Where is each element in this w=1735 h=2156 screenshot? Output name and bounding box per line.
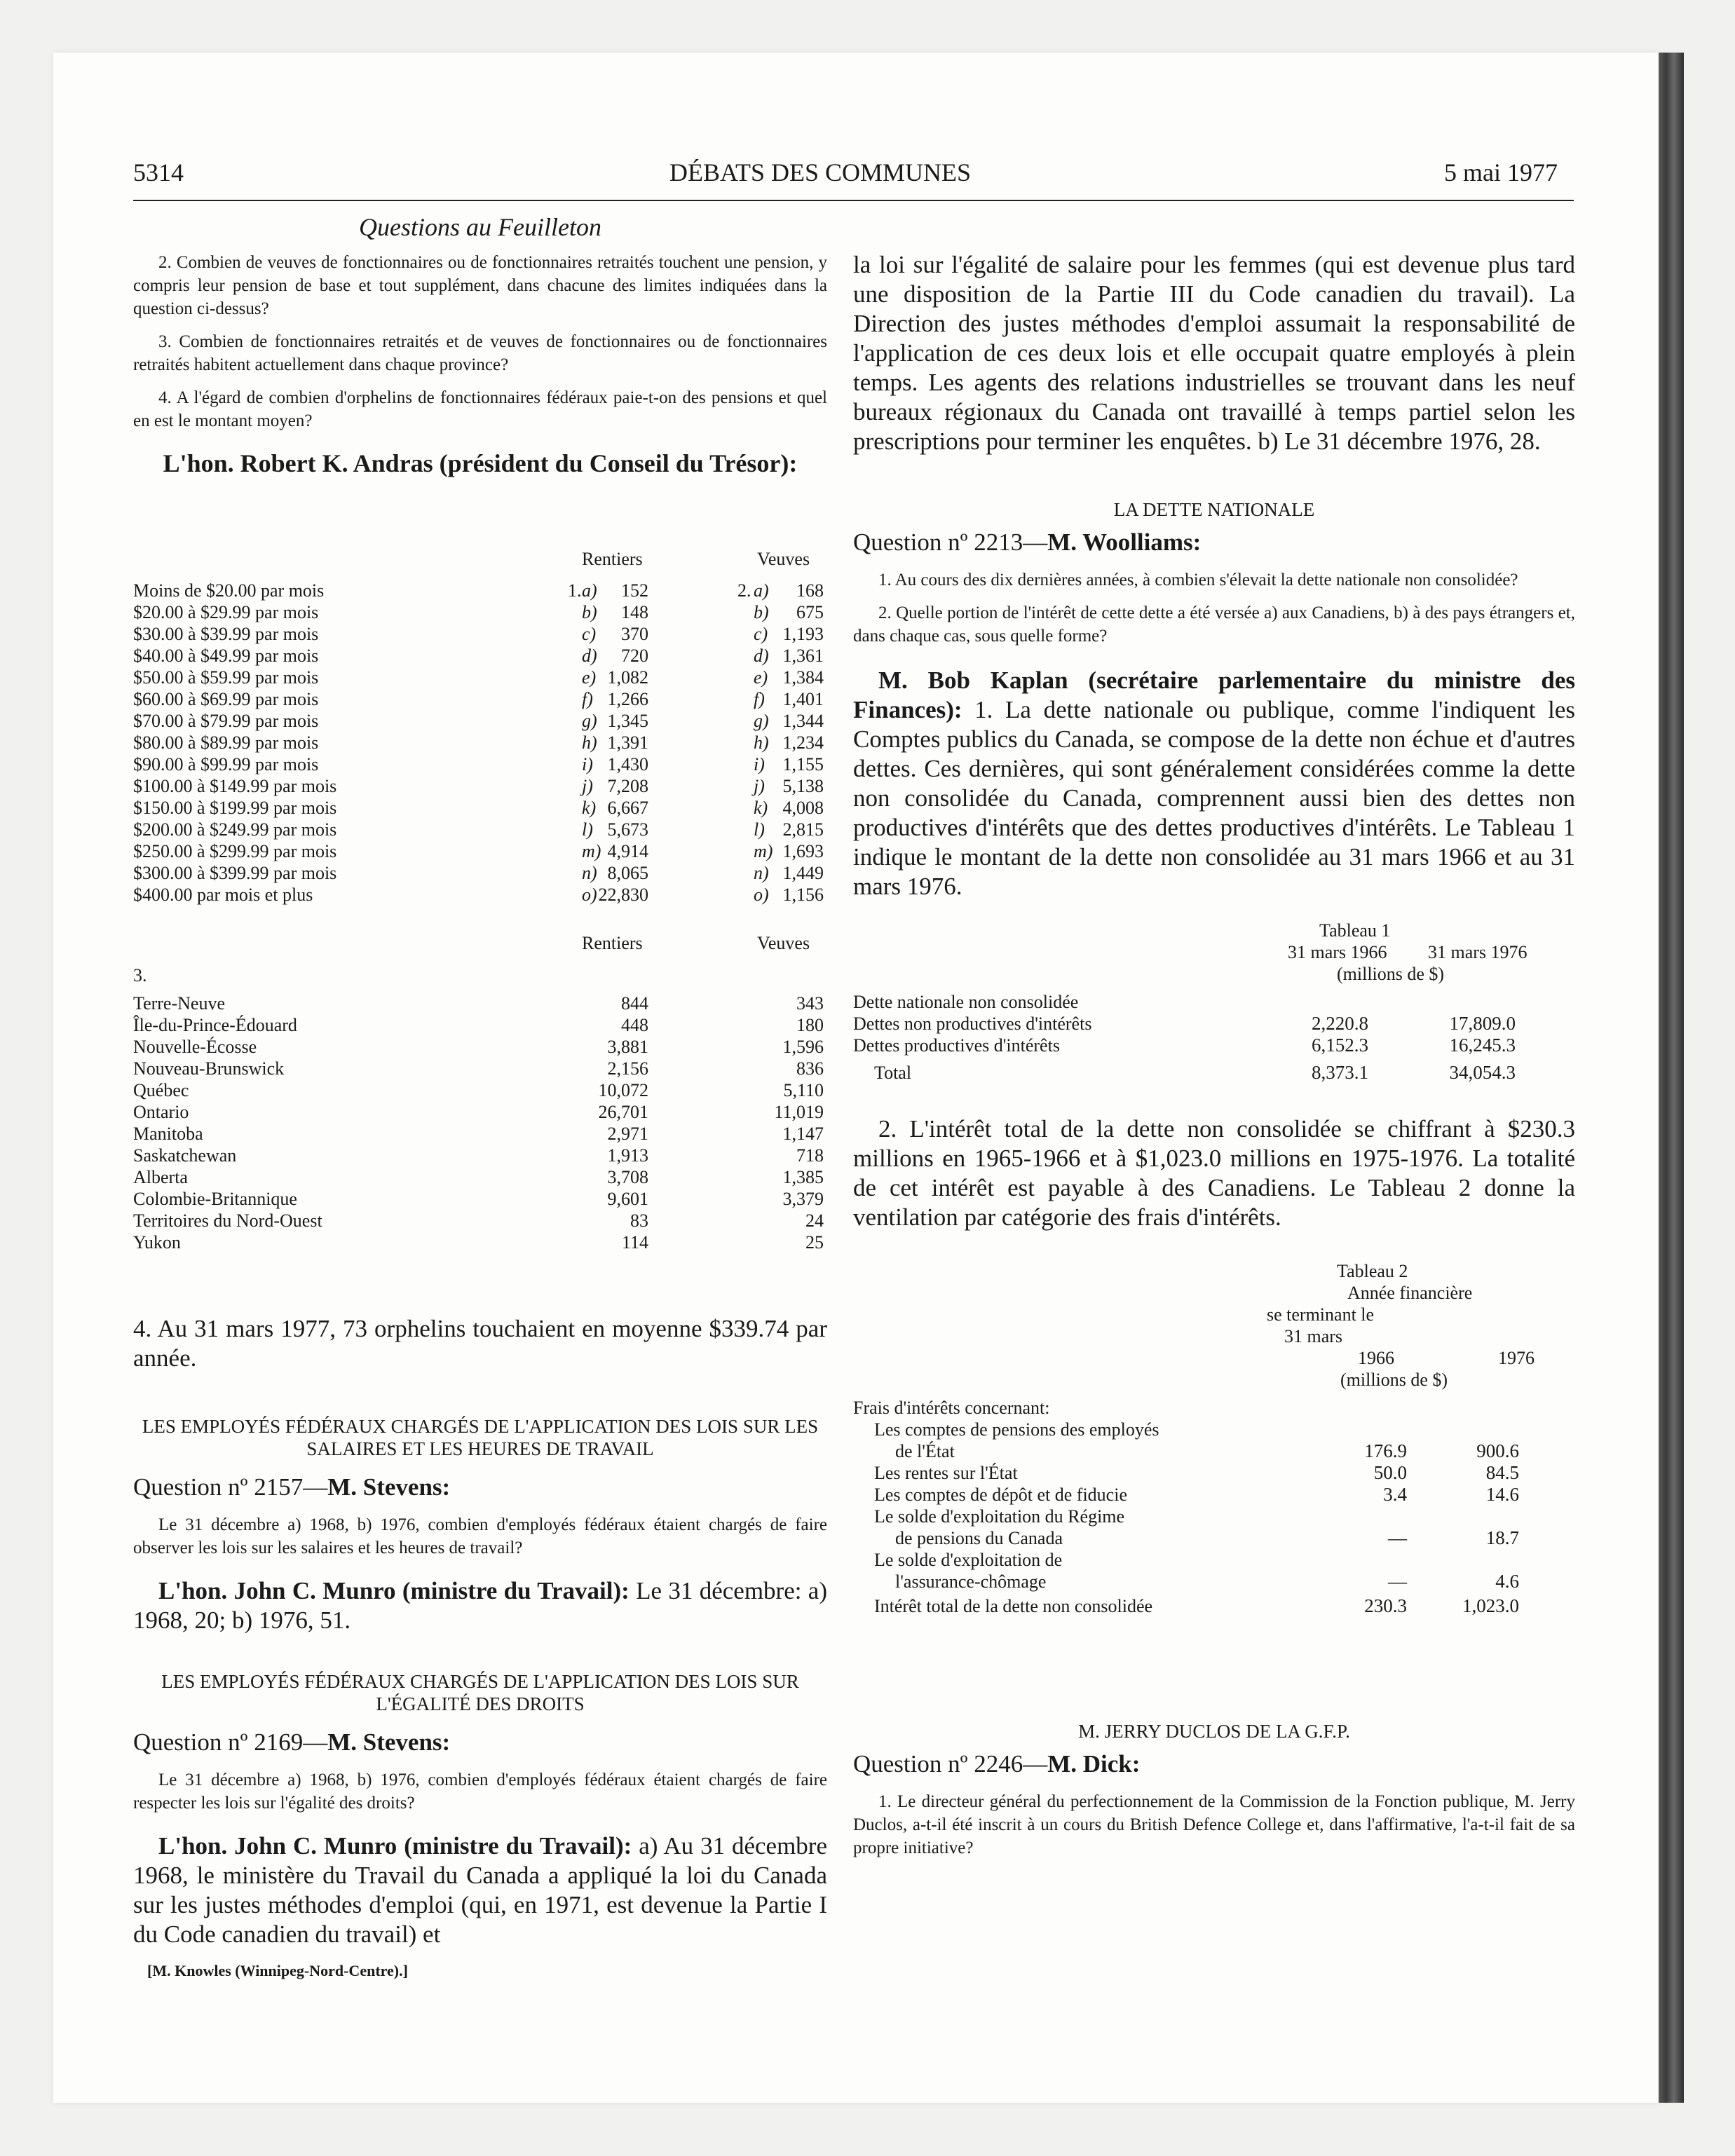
value-1966: 2,220.8 bbox=[1312, 1013, 1368, 1034]
table1-row bbox=[133, 688, 834, 710]
section-title: Questions au Feuilleton bbox=[359, 213, 601, 241]
tableau1-col-1966: 31 mars 1966 bbox=[1288, 942, 1387, 962]
continuation-text: la loi sur l'égalité de salaire pour les femmes (qui est devenue plus tard une disposition de la Partie III du Code canadien du travail). La Direction des justes méthodes d'emploi assumait la responsabilité de l'application de ces deux lois et elle occupait quatre employés à plein temps. Les agents des relations industrielles se trouvant dans les neuf bureaux régionaux du Canada ont travaillé à temps partiel selon les prescriptions pour terminer les enquêtes. b) Le 31 décembre 1976, 28. bbox=[853, 251, 1575, 455]
rentiers-value: 8,065 bbox=[607, 863, 648, 883]
veuves-value: 4,008 bbox=[782, 798, 824, 818]
rentiers-value: 1,082 bbox=[607, 667, 648, 688]
bracket-label: $70.00 à $79.99 par mois bbox=[133, 711, 319, 731]
value-1966: 3.4 bbox=[1383, 1484, 1407, 1505]
rentiers-letter: a) bbox=[582, 580, 597, 601]
tableau2-heading: Frais d'intérêts concernant: bbox=[853, 1398, 1050, 1418]
veuves-letter: b) bbox=[754, 602, 769, 622]
header-rule bbox=[133, 200, 1574, 201]
veuves-letter: i) bbox=[754, 754, 765, 775]
province-name: Manitoba bbox=[133, 1124, 203, 1144]
table1-col-rentiers: Rentiers bbox=[582, 549, 643, 569]
rentiers-value: 1,430 bbox=[607, 754, 648, 775]
question-2: 2. Combien de veuves de fonctionnaires ou de fonctionnaires retraités touchent une pension, y compris leur pension de base et tout supplément, dans chacune des limites indiquées dans la question ci-dessus? bbox=[133, 253, 827, 318]
rentiers-letter: i) bbox=[582, 754, 593, 775]
table1-row bbox=[133, 797, 834, 819]
veuves-letter: g) bbox=[754, 711, 769, 731]
interest-label: Le solde d'exploitation du Régime bbox=[874, 1506, 1125, 1527]
province-row bbox=[133, 1079, 834, 1101]
question-2157 bbox=[133, 1473, 827, 1502]
province-name: Alberta bbox=[133, 1167, 188, 1187]
answer-2157 bbox=[133, 1576, 827, 1635]
value-1966: 176.9 bbox=[1364, 1440, 1407, 1461]
veuves-value: 1,693 bbox=[782, 841, 824, 861]
tableau1-title: Tableau 1 bbox=[1319, 920, 1391, 941]
table1-row bbox=[133, 819, 834, 840]
veuves-value: 1,361 bbox=[782, 646, 824, 666]
rentiers-value: 6,667 bbox=[607, 798, 648, 818]
province-row bbox=[133, 1101, 834, 1123]
value-1976: 16,245.3 bbox=[1449, 1035, 1516, 1056]
veuves-value: 180 bbox=[796, 1015, 824, 1035]
interest-label: Les comptes de pensions des employés bbox=[874, 1419, 1159, 1440]
question-member: M. Stevens: bbox=[327, 1728, 451, 1756]
rentiers-value: 22,830 bbox=[598, 885, 648, 905]
table1-row bbox=[133, 601, 834, 623]
table1-row bbox=[133, 623, 834, 645]
tableau1-row bbox=[853, 1035, 1575, 1056]
veuves-value: 1,449 bbox=[782, 863, 824, 883]
andras-heading: L'hon. Robert K. Andras (président du Conseil du Trésor): bbox=[163, 449, 798, 477]
provinces-table bbox=[133, 932, 834, 1253]
table1-row bbox=[133, 710, 834, 732]
rentiers-value: 10,072 bbox=[598, 1080, 648, 1100]
dette-section-title: LA DETTE NATIONALE bbox=[1113, 499, 1315, 520]
question-2213-q2: 2. Quelle portion de l'intérêt de cette dette a été versée a) aux Canadiens, b) à des pays étrangers et, dans chaque cas, sous quelle forme? bbox=[853, 603, 1575, 646]
rentiers-part-number: 1. bbox=[568, 580, 582, 601]
bracket-label: $400.00 par mois et plus bbox=[133, 885, 313, 905]
veuves-value: 11,019 bbox=[774, 1102, 824, 1122]
veuves-letter: k) bbox=[754, 798, 768, 818]
bracket-label: $20.00 à $29.99 par mois bbox=[133, 602, 319, 622]
question-2213 bbox=[853, 528, 1575, 557]
province-row bbox=[133, 1210, 834, 1231]
veuves-value: 1,155 bbox=[782, 754, 824, 775]
interest-label: Le solde d'exploitation de bbox=[874, 1550, 1063, 1570]
veuves-letter: o) bbox=[754, 885, 769, 905]
province-row bbox=[133, 1036, 834, 1058]
rentiers-letter: o) bbox=[582, 885, 597, 905]
veuves-letter: a) bbox=[754, 580, 769, 601]
scan-edge bbox=[1659, 53, 1684, 2103]
tableau2-total-1976: 1,023.0 bbox=[1462, 1595, 1519, 1616]
tableau-1 bbox=[853, 920, 1575, 1095]
answer-2213-part2: 2. L'intérêt total de la dette non consolidée se chiffrant à $230.3 millions en 1965-1966 et à $1,023.0 millions en 1975-1976. La totalité de cet intérêt est payable à des Canadiens. Le Tableau 2 donne la ventilation par catégorie des frais d'intérêts. bbox=[853, 1115, 1575, 1231]
table2-col-veuves: Veuves bbox=[757, 933, 810, 953]
interest-label: Les comptes de dépôt et de fiducie bbox=[874, 1485, 1127, 1505]
province-name: Ontario bbox=[133, 1102, 189, 1122]
province-row bbox=[133, 1166, 834, 1188]
page-number: 5314 bbox=[133, 158, 184, 186]
tableau2-col-1966: 1966 bbox=[1358, 1348, 1394, 1368]
rentiers-value: 1,266 bbox=[607, 689, 648, 709]
interest-label-continued: l'assurance-chômage bbox=[895, 1571, 1047, 1592]
province-row bbox=[133, 1188, 834, 1210]
rentiers-letter: d) bbox=[582, 646, 597, 666]
tableau2-title: Tableau 2 bbox=[1337, 1261, 1408, 1281]
veuves-letter: e) bbox=[754, 667, 768, 688]
answer-2213 bbox=[853, 666, 1575, 901]
pension-brackets-table bbox=[133, 548, 834, 906]
province-name: Nouveau-Brunswick bbox=[133, 1058, 285, 1079]
tableau2-row bbox=[853, 1484, 1575, 1506]
left-column-bottom bbox=[133, 1314, 827, 1980]
veuves-letter: d) bbox=[754, 646, 769, 666]
rentiers-value: 1,391 bbox=[607, 732, 648, 753]
veuves-value: 25 bbox=[805, 1232, 824, 1253]
rentiers-letter: c) bbox=[582, 624, 597, 644]
right-column bbox=[853, 250, 1575, 1869]
rentiers-value: 844 bbox=[621, 993, 648, 1014]
rentiers-letter: h) bbox=[582, 732, 597, 753]
tableau2-h2: se terminant le bbox=[1267, 1304, 1375, 1325]
table1-row bbox=[133, 862, 834, 884]
rentiers-value: 2,156 bbox=[607, 1058, 648, 1079]
table1-row bbox=[133, 840, 834, 862]
answer-speaker: M. Bob Kaplan (secrétaire parlementaire du ministre des Finances): bbox=[853, 667, 1575, 723]
value-1976: 17,809.0 bbox=[1449, 1013, 1516, 1034]
veuves-value: 5,138 bbox=[782, 776, 824, 796]
tableau2-units: (millions de $) bbox=[1340, 1370, 1448, 1390]
tableau-2 bbox=[853, 1260, 1575, 1653]
answer-text: a) Au 31 décembre 1968, le ministère du Travail du Canada a appliqué la loi du Canada sur les justes méthodes d'emploi (qui, en 1971, est devenue la Partie I du Code canadien du travail) et bbox=[133, 1832, 827, 1948]
veuves-letter: n) bbox=[754, 863, 769, 883]
question-member: M. Woolliams: bbox=[1047, 528, 1202, 556]
question-prefix: Question nº 2157— bbox=[133, 1473, 328, 1501]
veuves-letter: l) bbox=[754, 819, 765, 840]
value-1976: 900.6 bbox=[1476, 1440, 1519, 1461]
bracket-label: $250.00 à $299.99 par mois bbox=[133, 841, 337, 861]
table2-col-rentiers: Rentiers bbox=[582, 933, 643, 953]
footer-speaker: [M. Knowles (Winnipeg-Nord-Centre).] bbox=[147, 1962, 408, 1979]
value-1966: — bbox=[1388, 1571, 1407, 1592]
veuves-letter: f) bbox=[754, 689, 765, 709]
tableau1-col-1976: 31 mars 1976 bbox=[1428, 942, 1528, 962]
province-row bbox=[133, 1231, 834, 1253]
bracket-label: Moins de $20.00 par mois bbox=[133, 580, 325, 601]
rentiers-value: 5,673 bbox=[607, 819, 648, 840]
bracket-label: $40.00 à $49.99 par mois bbox=[133, 646, 319, 666]
debt-label: Dettes non productives d'intérêts bbox=[853, 1014, 1092, 1034]
tableau1-total-label: Total bbox=[874, 1063, 912, 1083]
rentiers-value: 3,881 bbox=[607, 1037, 648, 1057]
veuves-letter: m) bbox=[754, 841, 773, 861]
rentiers-letter: l) bbox=[582, 819, 593, 840]
veuves-letter: c) bbox=[754, 624, 768, 644]
rentiers-value: 7,208 bbox=[607, 776, 648, 796]
page-date: 5 mai 1977 bbox=[1444, 158, 1558, 186]
rentiers-value: 2,971 bbox=[607, 1124, 648, 1144]
province-row bbox=[133, 1014, 834, 1036]
province-name: Nouvelle-Écosse bbox=[133, 1037, 257, 1057]
question-prefix: Question nº 2246— bbox=[853, 1750, 1048, 1778]
tableau1-heading: Dette nationale non consolidée bbox=[853, 992, 1079, 1012]
tableau1-total-1966: 8,373.1 bbox=[1312, 1062, 1368, 1083]
tableau2-h3: 31 mars bbox=[1284, 1326, 1343, 1346]
rentiers-value: 83 bbox=[630, 1210, 648, 1231]
rentiers-letter: j) bbox=[582, 776, 593, 796]
answer-text: Le 31 décembre: a) 1968, 20; b) 1976, 51. bbox=[133, 1577, 827, 1634]
table1-row bbox=[133, 753, 834, 775]
veuves-value: 1,344 bbox=[782, 711, 824, 731]
rentiers-value: 152 bbox=[621, 580, 648, 601]
tableau2-row-continued bbox=[853, 1571, 1575, 1592]
question-prefix: Question nº 2213— bbox=[853, 528, 1048, 556]
table1-row bbox=[133, 580, 834, 601]
bracket-label: $50.00 à $59.99 par mois bbox=[133, 667, 319, 688]
veuves-value: 1,596 bbox=[782, 1037, 824, 1057]
question-2246-text: 1. Le directeur général du perfectionnement de la Commission de la Fonction publique, M. Jerry Duclos, a-t-il été inscrit à un cours du British Defence College et, dans l'affirmative, l'a-t-il fait de sa propre initiative? bbox=[853, 1792, 1575, 1857]
veuves-value: 1,147 bbox=[782, 1124, 824, 1144]
bracket-label: $60.00 à $69.99 par mois bbox=[133, 689, 319, 709]
question-member: M. Dick: bbox=[1047, 1750, 1141, 1778]
running-title: DÉBATS DES COMMUNES bbox=[669, 158, 972, 186]
veuves-value: 1,401 bbox=[782, 689, 824, 709]
question-3: 3. Combien de fonctionnaires retraités et de veuves de fonctionnaires ou de fonctionnaires retraités habitent actuellement dans chaque province? bbox=[133, 332, 827, 374]
question-2213-q1: 1. Au cours des dix dernières années, à combien s'élevait la dette nationale non consolidée? bbox=[878, 571, 1518, 589]
orphans-answer: 4. Au 31 mars 1977, 73 orphelins touchaient en moyenne $339.74 par année. bbox=[133, 1315, 827, 1372]
table1-row bbox=[133, 884, 834, 906]
table1-col-veuves: Veuves bbox=[757, 549, 810, 569]
tableau2-col-1976: 1976 bbox=[1498, 1348, 1535, 1368]
veuves-value: 5,110 bbox=[783, 1080, 824, 1100]
veuves-value: 718 bbox=[796, 1145, 824, 1166]
question-2169-text: Le 31 décembre a) 1968, b) 1976, combien d'employés fédéraux étaient chargés de faire respecter les lois sur l'égalité des droits? bbox=[133, 1770, 827, 1813]
veuves-value: 168 bbox=[796, 580, 824, 601]
question-2169 bbox=[133, 1728, 827, 1757]
question-2246 bbox=[853, 1749, 1575, 1779]
tableau2-total-label: Intérêt total de la dette non consolidée bbox=[874, 1596, 1153, 1616]
interest-label: Les rentes sur l'État bbox=[874, 1463, 1018, 1483]
rentiers-letter: e) bbox=[582, 667, 597, 688]
province-row bbox=[133, 1123, 834, 1145]
veuves-value: 1,385 bbox=[782, 1167, 824, 1187]
table1-row bbox=[133, 775, 834, 797]
veuves-letter: j) bbox=[754, 776, 765, 796]
interest-label-continued: de l'État bbox=[895, 1441, 955, 1461]
veuves-value: 3,379 bbox=[782, 1189, 824, 1209]
value-1966: 50.0 bbox=[1373, 1462, 1407, 1483]
province-name: Terre-Neuve bbox=[133, 993, 225, 1014]
bracket-label: $90.00 à $99.99 par mois bbox=[133, 754, 319, 775]
province-name: Île-du-Prince-Édouard bbox=[133, 1015, 297, 1035]
rentiers-value: 1,345 bbox=[607, 711, 648, 731]
value-1966: 6,152.3 bbox=[1312, 1035, 1368, 1056]
veuves-value: 1,193 bbox=[782, 624, 824, 644]
province-row bbox=[133, 1058, 834, 1079]
province-row bbox=[133, 992, 834, 1014]
value-1966: — bbox=[1388, 1527, 1407, 1548]
value-1976: 84.5 bbox=[1485, 1462, 1519, 1483]
question-4: 4. A l'égard de combien d'orphelins de fonctionnaires fédéraux paie-t-on des pensions et quel en est le montant moyen? bbox=[133, 388, 827, 430]
rentiers-value: 720 bbox=[621, 646, 648, 666]
table1-row bbox=[133, 645, 834, 667]
bracket-label: $200.00 à $249.99 par mois bbox=[133, 819, 337, 840]
table2-number: 3. bbox=[133, 965, 147, 985]
veuves-value: 2,815 bbox=[782, 819, 824, 840]
tableau2-row bbox=[853, 1462, 1575, 1484]
duclos-section-title: M. JERRY DUCLOS DE LA G.F.P. bbox=[1078, 1721, 1350, 1742]
answer-text: 1. La dette nationale ou publique, comme l'indiquent les Comptes publics du Canada, se compose de la dette non échue et d'autres dettes. Ces dernières, qui sont généralement considérées comme la dette non consolidée du Canada, comprennent aussi bien des dettes non productives d'intérêts que des dettes productives d'intérêts. Le Tableau 1 indique le montant de la dette non consolidée au 31 mars 1966 et au 31 mars 1976. bbox=[853, 696, 1575, 900]
veuves-value: 836 bbox=[796, 1058, 824, 1079]
tableau1-total-1976: 34,054.3 bbox=[1449, 1062, 1516, 1083]
answer-2169 bbox=[133, 1831, 827, 1949]
veuves-value: 343 bbox=[796, 993, 824, 1014]
question-prefix: Question nº 2169— bbox=[133, 1728, 328, 1756]
value-1976: 4.6 bbox=[1495, 1571, 1519, 1592]
question-2157-text: Le 31 décembre a) 1968, b) 1976, combien d'employés fédéraux étaient chargés de faire observer les lois sur les salaires et les heures de travail? bbox=[133, 1515, 827, 1557]
veuves-value: 1,384 bbox=[782, 667, 824, 688]
veuves-value: 24 bbox=[805, 1210, 824, 1231]
veuves-part-number: 2. bbox=[737, 580, 751, 601]
rentiers-letter: k) bbox=[582, 798, 597, 818]
tableau2-row bbox=[853, 1419, 1575, 1440]
veuves-letter: h) bbox=[754, 732, 769, 753]
question-member: M. Stevens: bbox=[327, 1473, 451, 1501]
province-name: Yukon bbox=[133, 1232, 181, 1253]
rentiers-value: 1,913 bbox=[607, 1145, 648, 1166]
left-column-top bbox=[133, 210, 827, 479]
rentiers-value: 448 bbox=[621, 1015, 648, 1035]
value-1976: 14.6 bbox=[1485, 1484, 1519, 1505]
bracket-label: $100.00 à $149.99 par mois bbox=[133, 776, 337, 796]
tableau2-row bbox=[853, 1506, 1575, 1527]
interest-label-continued: de pensions du Canada bbox=[895, 1528, 1063, 1548]
veuves-value: 1,234 bbox=[782, 732, 824, 753]
province-name: Québec bbox=[133, 1080, 189, 1100]
province-name: Colombie-Britannique bbox=[133, 1189, 297, 1209]
egalite-section-title: LES EMPLOYÉS FÉDÉRAUX CHARGÉS DE L'APPLICATION DES LOIS SUR L'ÉGALITÉ DES DROITS bbox=[161, 1671, 799, 1714]
rentiers-value: 9,601 bbox=[607, 1189, 648, 1209]
tableau1-row bbox=[853, 1013, 1575, 1035]
tableau2-row bbox=[853, 1549, 1575, 1571]
value-1976: 18.7 bbox=[1485, 1527, 1519, 1548]
province-name: Territoires du Nord-Ouest bbox=[133, 1210, 322, 1231]
table1-row bbox=[133, 667, 834, 688]
province-name: Saskatchewan bbox=[133, 1145, 237, 1166]
rentiers-value: 26,701 bbox=[598, 1102, 648, 1122]
rentiers-letter: g) bbox=[582, 711, 597, 731]
tableau2-row-continued bbox=[853, 1440, 1575, 1462]
bracket-label: $30.00 à $39.99 par mois bbox=[133, 624, 319, 644]
rentiers-value: 114 bbox=[621, 1232, 648, 1253]
tableau2-h1: Année financière bbox=[1347, 1283, 1473, 1303]
rentiers-value: 3,708 bbox=[607, 1167, 648, 1187]
rentiers-letter: m) bbox=[582, 841, 601, 861]
veuves-value: 675 bbox=[796, 602, 824, 622]
rentiers-value: 4,914 bbox=[607, 841, 648, 861]
tableau2-total-1966: 230.3 bbox=[1364, 1595, 1407, 1616]
province-row bbox=[133, 1145, 834, 1166]
salaires-section-title: LES EMPLOYÉS FÉDÉRAUX CHARGÉS DE L'APPLICATION DES LOIS SUR LES SALAIRES ET LES HEURES DE TRAVAIL bbox=[142, 1416, 819, 1459]
bracket-label: $150.00 à $199.99 par mois bbox=[133, 798, 337, 818]
tableau2-row-continued bbox=[853, 1527, 1575, 1549]
bracket-label: $300.00 à $399.99 par mois bbox=[133, 863, 337, 883]
rentiers-value: 148 bbox=[621, 602, 648, 622]
table1-row bbox=[133, 732, 834, 753]
answer-speaker: L'hon. John C. Munro (ministre du Travail): bbox=[158, 1577, 630, 1604]
tableau1-units: (millions de $) bbox=[1337, 964, 1445, 984]
rentiers-letter: b) bbox=[582, 602, 597, 622]
debt-label: Dettes productives d'intérêts bbox=[853, 1035, 1060, 1056]
rentiers-letter: n) bbox=[582, 863, 597, 883]
rentiers-letter: f) bbox=[582, 689, 593, 709]
bracket-label: $80.00 à $89.99 par mois bbox=[133, 732, 319, 753]
rentiers-value: 370 bbox=[621, 624, 648, 644]
veuves-value: 1,156 bbox=[782, 885, 824, 905]
answer-speaker: L'hon. John C. Munro (ministre du Travail): bbox=[158, 1832, 632, 1860]
